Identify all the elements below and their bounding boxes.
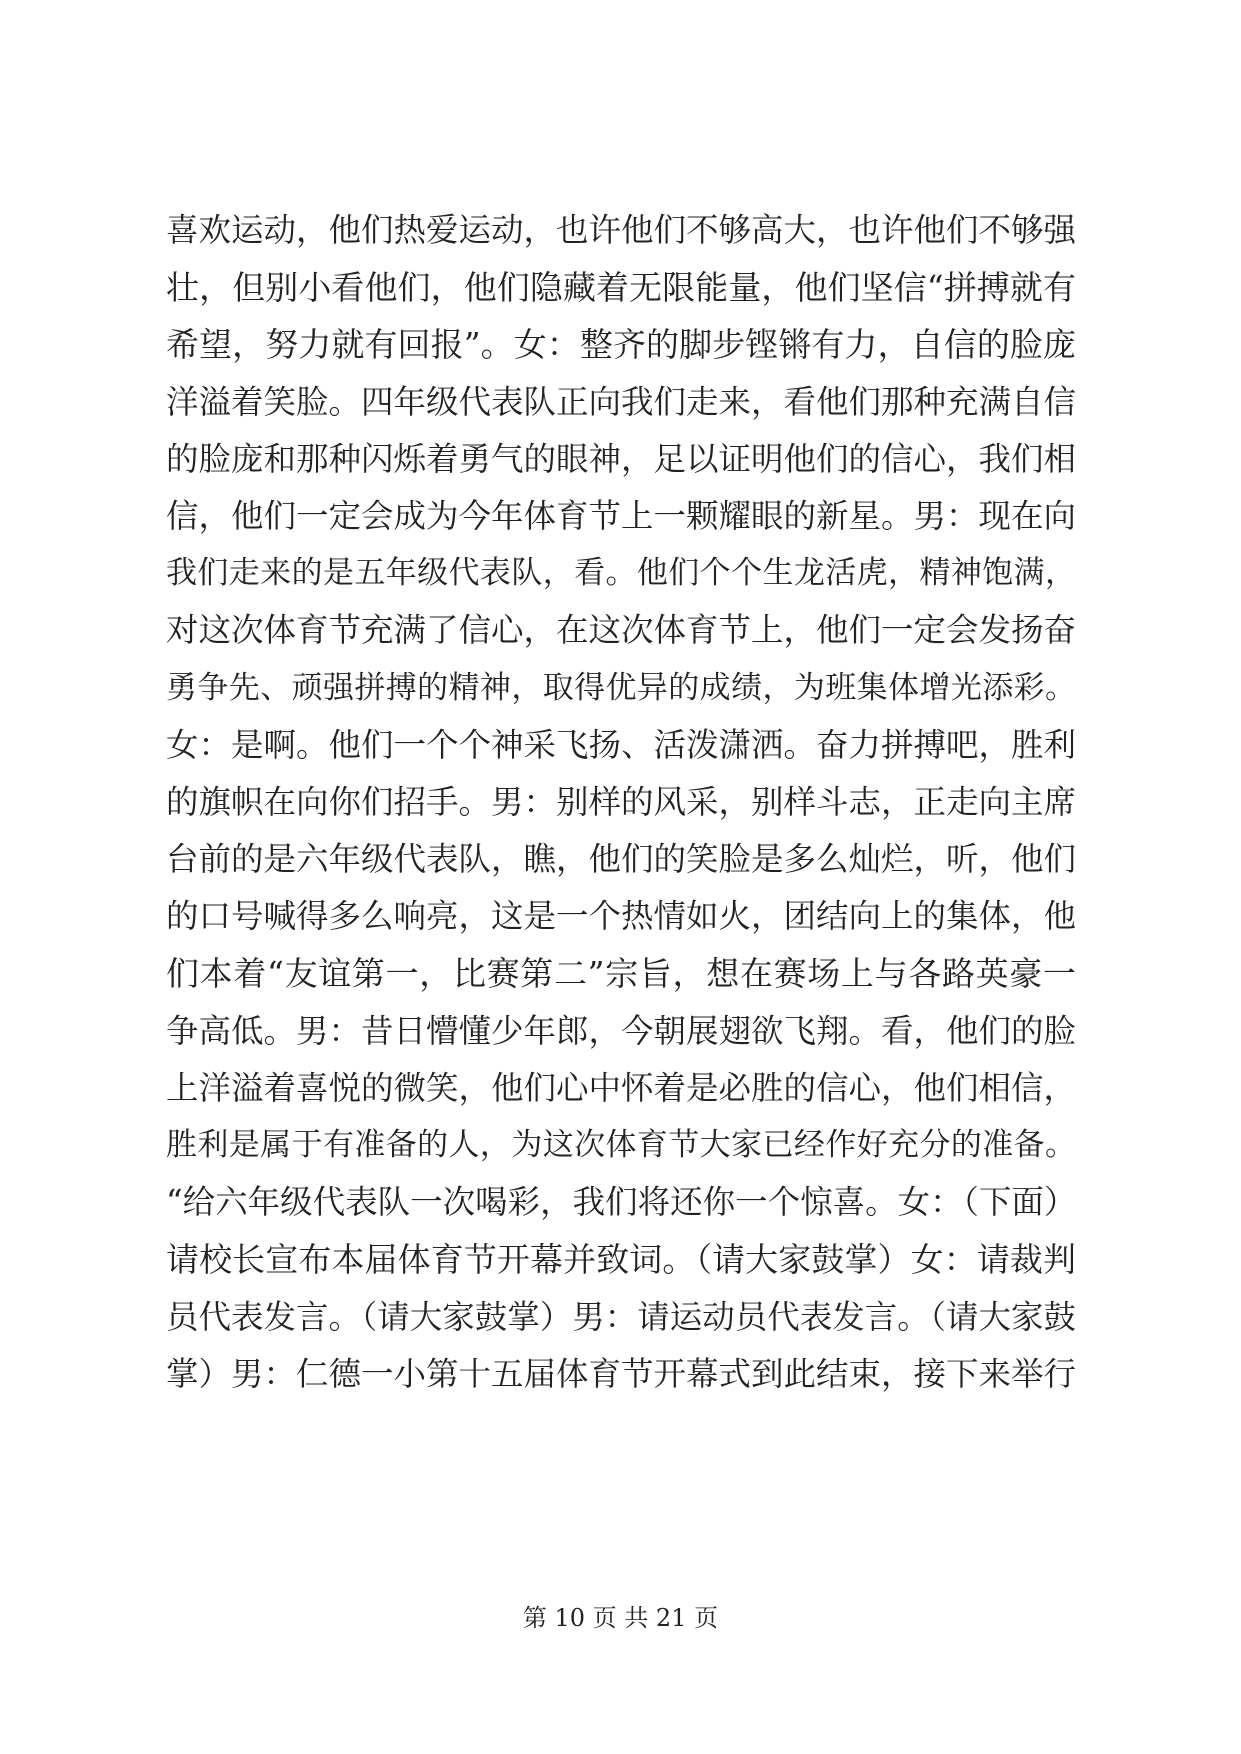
text-line: 壮，但别小看他们，他们隐藏着无限能量，他们坚信“拼搏就有 — [166, 268, 1076, 308]
page-number-footer: 第 10 页 共 21 页 — [522, 1604, 719, 1632]
body-text — [166, 202, 1076, 1403]
text-line: 喜欢运动，他们热爱运动，也许他们不够高大，也许他们不够强 — [166, 211, 1076, 249]
text-line: 洋溢着笑脸。四年级代表队正向我们走来，看他们那种充满自信 — [166, 382, 1076, 421]
text-line: 我们走来的是五年级代表队，看。他们个个生龙活虎，精神饱满， — [166, 555, 1076, 592]
text-line: 的脸庞和那种闪烁着勇气的眼神，足以证明他们的信心，我们相 — [166, 439, 1076, 478]
text-line: 上洋溢着喜悦的微笑，他们心中怀着是必胜的信心，他们相信， — [166, 1068, 1076, 1107]
text-line: 请校长宣布本届体育节开幕并致词。（请大家鼓掌）女：请裁判 — [166, 1240, 1076, 1280]
text-line: “给六年级代表队一次喝彩，我们将还你一个惊喜。女：（下面） — [166, 1183, 1076, 1222]
text-line: 对这次体育节充满了信心，在这次体育节上，他们一定会发扬奋 — [166, 611, 1076, 650]
text-line: 台前的是六年级代表队，瞧，他们的笑脸是多么灿烂，听，他们 — [166, 840, 1076, 879]
text-line: 胜利是属于有准备的人，为这次体育节大家已经作好充分的准备。 — [166, 1127, 1076, 1163]
text-line: 勇争先、顽强拼搏的精神，取得优异的成绩，为班集体增光添彩。 — [166, 669, 1076, 706]
text-line: 争高低。男：昔日懵懂少年郎，今朝展翅欲飞翔。看，他们的脸 — [166, 1011, 1076, 1050]
text-line: 掌）男：仁德一小第十五届体育节开幕式到此结束，接下来举行 — [166, 1354, 1076, 1393]
text-line: 女：是啊。他们一个个神采飞扬、活泼潇洒。奋力拼搏吧，胜利 — [166, 725, 1076, 764]
text-line: 的旗帜在向你们招手。男：别样的风采，别样斗志，正走向主席 — [166, 782, 1076, 821]
text-line: 员代表发言。（请大家鼓掌）男：请运动员代表发言。（请大家鼓 — [166, 1297, 1076, 1336]
text-line: 希望，努力就有回报”。女：整齐的脚步铿锵有力，自信的脸庞 — [166, 325, 1076, 365]
text-line: 的口号喊得多么响亮，这是一个热情如火，团结向上的集体，他 — [166, 897, 1076, 936]
text-line: 们本着“友谊第一，比赛第二”宗旨，想在赛场上与各路英豪一 — [166, 954, 1076, 994]
text-line: 信，他们一定会成为今年体育节上一颗耀眼的新星。男：现在向 — [166, 496, 1076, 535]
